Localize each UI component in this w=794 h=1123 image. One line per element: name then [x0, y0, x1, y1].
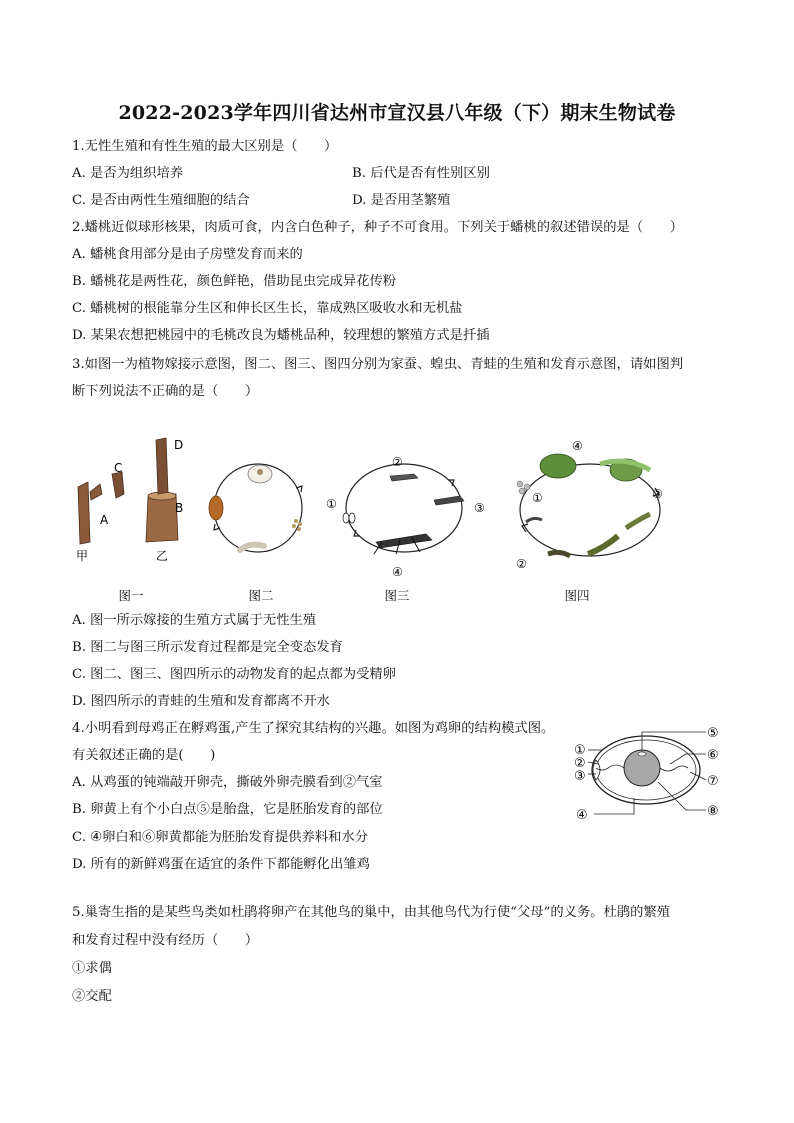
label-C: C: [114, 461, 123, 475]
q2-stem: 2.蟠桃近似球形核果，肉质可食，内含白色种子，种子不可食用。下列关于蟠桃的叙述错误的是（ ）: [72, 220, 684, 235]
q2-option-d[interactable]: D. 某果农想把桃园中的毛桃改良为蟠桃品种，较理想的繁殖方式是扦插: [72, 328, 490, 343]
fig3-label-3: ③: [474, 501, 485, 515]
figure-4-frog: [516, 439, 663, 571]
label-D: D: [174, 438, 184, 452]
q1-option-d[interactable]: D. 是否用茎繁殖: [352, 193, 451, 208]
figure-1-grafting: [76, 438, 183, 563]
fig4-label-4: ④: [572, 439, 583, 453]
q1-stem: 1.无性生殖和有性生殖的最大区别是（ ）: [72, 139, 338, 154]
egg-label-4: ④: [576, 808, 588, 823]
q4-option-d[interactable]: D. 所有的新鲜鸡蛋在适宜的条件下都能孵化出雏鸡: [72, 857, 370, 872]
figure-3-locust: [326, 455, 485, 579]
fig4-label-1: ①: [532, 491, 543, 505]
q3-option-c[interactable]: C. 图二、图三、图四所示的动物发育的起点都为受精卵: [72, 667, 396, 682]
q3-stem-line1: 3.如图一为植物嫁接示意图，图二、图三、图四分别为家蚕、蝗虫、青蛙的生殖和发育示意图，请如图判: [72, 357, 684, 372]
label-yi: 乙: [156, 549, 169, 563]
q2-option-a[interactable]: A. 蟠桃食用部分是由子房壁发育而来的: [72, 247, 303, 262]
caption-figure-2: 图二: [248, 588, 274, 603]
caption-figure-1: 图一: [118, 588, 144, 603]
fig4-label-2: ②: [516, 557, 527, 571]
label-A: A: [100, 513, 109, 527]
egg-label-8: ⑧: [707, 804, 719, 819]
egg-label-3: ③: [574, 769, 586, 784]
q2-option-b[interactable]: B. 蟠桃花是两性花，颜色鲜艳，借助昆虫完成异花传粉: [72, 274, 397, 289]
q4-stem-line1: 4.小明看到母鸡正在孵鸡蛋,产生了探究其结构的兴趣。如图为鸡卵的结构模式图。: [72, 721, 555, 736]
q1-option-b[interactable]: B. 后代是否有性别区别: [352, 166, 490, 181]
egg-label-1: ①: [574, 743, 586, 758]
egg-label-7: ⑦: [707, 774, 719, 789]
q3-option-d[interactable]: D. 图四所示的青蛙的生殖和发育都离不开水: [72, 694, 330, 709]
q1-option-c[interactable]: C. 是否由两性生殖细胞的结合: [72, 193, 250, 208]
label-jia: 甲: [76, 549, 89, 563]
q3-stem-line2: 断下列说法不正确的是（ ）: [72, 384, 259, 399]
q4-stem-line2: 有关叙述正确的是( ): [72, 748, 216, 763]
q3-figures: [60, 432, 700, 582]
q3-option-a[interactable]: A. 图一所示嫁接的生殖方式属于无性生殖: [72, 613, 317, 628]
q3-option-b[interactable]: B. 图二与图三所示发育过程都是完全变态发育: [72, 640, 343, 655]
q5-stem-line2: 和发育过程中没有经历（ ）: [72, 933, 259, 948]
q4-option-b[interactable]: B. 卵黄上有个小白点⑤是胎盘，它是胚胎发育的部位: [72, 802, 383, 817]
egg-structure-diagram: [566, 720, 726, 826]
q5-stem-line1: 5.巢寄生指的是某些鸟类如杜鹃将卵产在其他鸟的巢中，由其他鸟代为行使“父母”的义务。杜鹃的繁殖: [72, 905, 671, 920]
page-title: 2022-2023学年四川省达州市宣汉县八年级（下）期末生物试卷: [118, 102, 676, 124]
q2-option-c[interactable]: C. 蟠桃树的根能靠分生区和伸长区生长，靠成熟区吸收水和无机盐: [72, 301, 463, 316]
label-B: B: [175, 501, 184, 515]
fig3-label-2: ②: [392, 455, 403, 469]
egg-label-6: ⑥: [707, 748, 719, 763]
figure-2-silkworm: [209, 464, 302, 552]
egg-label-5: ⑤: [707, 726, 719, 741]
fig4-label-3: ③: [652, 487, 663, 501]
caption-figure-3: 图三: [384, 588, 410, 603]
q4-option-c[interactable]: C. ④卵白和⑥卵黄都能为胚胎发育提供养料和水分: [72, 830, 369, 845]
q1-option-a[interactable]: A. 是否为组织培养: [72, 166, 184, 181]
egg-label-2: ②: [574, 756, 586, 771]
q5-item-2[interactable]: ②交配: [72, 989, 112, 1004]
fig3-label-1: ①: [326, 497, 337, 511]
fig3-label-4: ④: [392, 565, 403, 579]
caption-figure-4: 图四: [564, 588, 590, 603]
q5-item-1[interactable]: ①求偶: [72, 961, 112, 976]
q4-option-a[interactable]: A. 从鸡蛋的钝端敲开卵壳，撕破外卵壳膜看到②气室: [72, 775, 383, 790]
